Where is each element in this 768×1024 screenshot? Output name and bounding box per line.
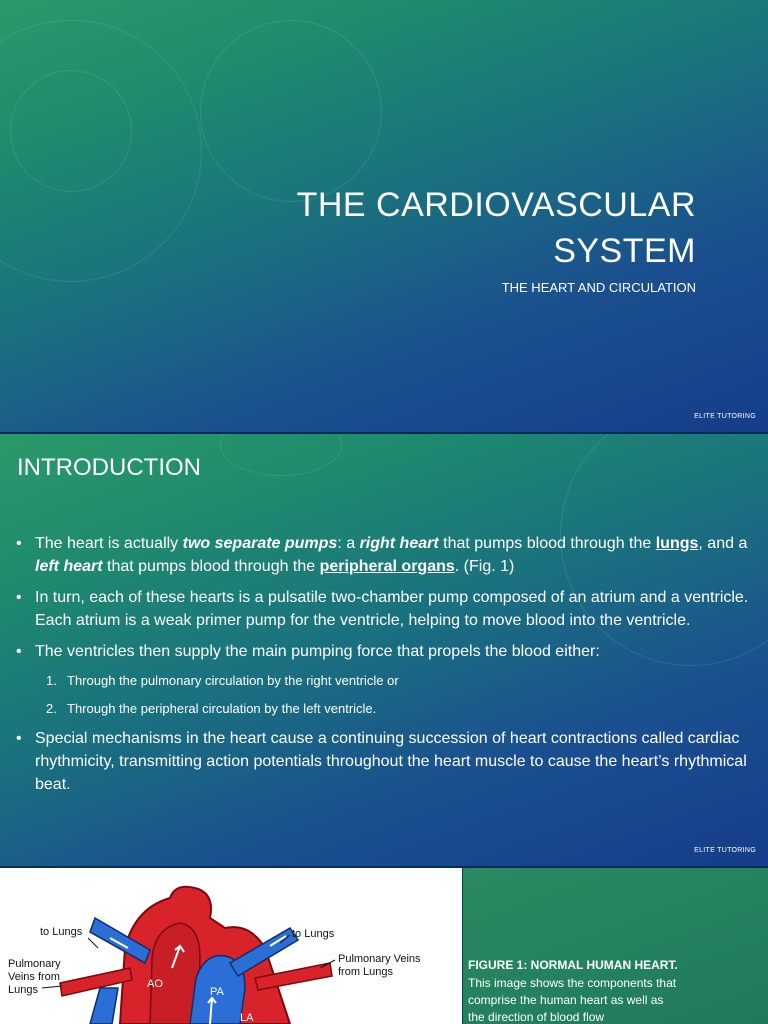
label-ao: AO [147,978,163,990]
slide-title: THE CARDIOVASCULAR SYSTEM [296,186,696,270]
title-slide [0,0,768,432]
heart-diagram-panel [0,868,462,1024]
slide-subtitle: THE HEART AND CIRCULATION [501,280,696,295]
bullet-item: • The ventricles then supply the main pumping force that propels the blood either: [16,640,756,663]
figure-slide [0,868,768,1024]
label-pa: PA [210,986,224,998]
numbered-item: 1. Through the pulmonary circulation by the right ventricle or [46,673,399,688]
slide-footer: ELITE TUTORING [694,847,756,854]
label-to-lungs-left: to Lungs [40,926,83,938]
bullet-item: • Special mechanisms in the heart cause a continuing succession of heart contractions called cardiac rhythmicity, transmitting action potentials throughout the heart muscle to cause the heart’s rhythmical beat. [16,727,756,796]
heart-diagram [0,868,462,1024]
label-la: LA [240,1012,254,1024]
introduction-slide [0,434,768,866]
figure-caption-body: This image shows the components that comprise the human heart as well as the direction of blood flow [468,976,677,1024]
slide-title: INTRODUCTION [17,454,201,481]
caption-panel [463,868,768,1024]
figure-caption-title: FIGURE 1: NORMAL HUMAN HEART. [468,958,678,972]
decorative-circle [10,70,132,192]
label-pulmonary-veins-left: Pulmonary Veins from Lungs [8,958,61,996]
slide-footer: ELITE TUTORING [694,413,756,420]
label-pulmonary-veins-right: Pulmonary Veins from Lungs [338,953,421,978]
bullet-item: • The heart is actually two separate pumps: a right heart that pumps blood through the lungs, and a left heart that pumps blood through the peripheral organs. (Fig. 1) [16,532,756,578]
label-to-lungs-right: to Lungs [292,928,335,940]
bullet-item: • In turn, each of these hearts is a pulsatile two-chamber pump composed of an atrium and a ventricle. Each atrium is a weak primer pump for the ventricle, helping to move blood into the ventricle. [16,586,756,632]
decorative-circle [200,20,382,202]
numbered-item: 2. Through the peripheral circulation by the left ventricle. [46,701,377,716]
decorative-circle [220,434,342,476]
bullet-list [16,532,756,804]
